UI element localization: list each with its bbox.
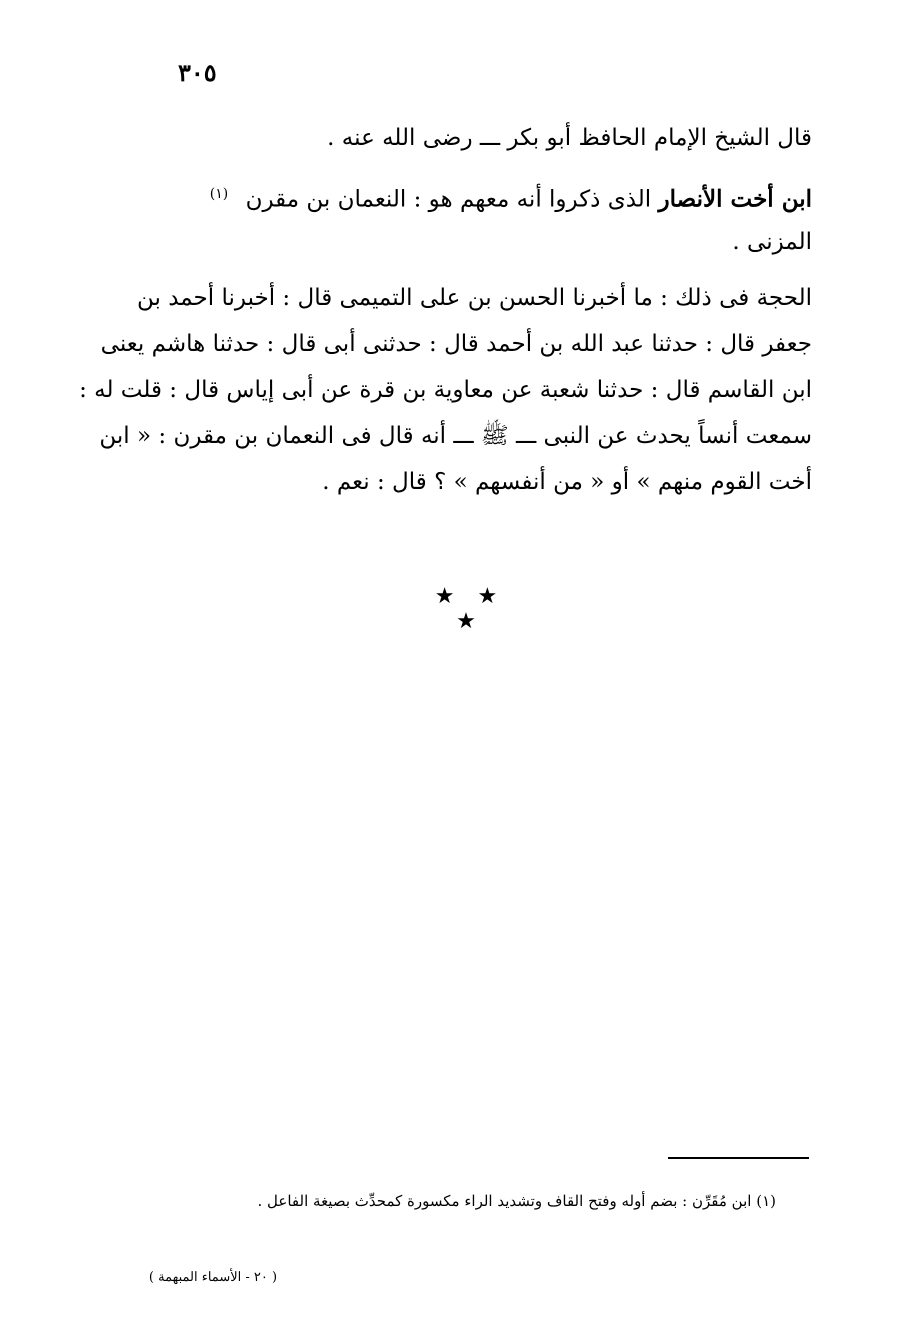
body-line-4: سمعت أنساً يحدث عن النبى ـــ ﷺ ـــ أنه قال فى النعمان بن مقرن : « ابن xyxy=(99,423,812,449)
page-number: ٣٠٥ xyxy=(178,58,217,87)
heading-line-rest: الذى ذكروا أنه معهم هو : النعمان بن مقرن xyxy=(245,186,652,213)
body-line-3: ابن القاسم قال : حدثنا شعبة عن معاوية بن قرة عن أبى إياس قال : قلت له : xyxy=(79,377,812,403)
intro-line: قال الشيخ الإمام الحافظ أبو بكر ـــ رضى الله عنه . xyxy=(327,125,812,151)
body-line-1: الحجة فى ذلك : ما أخبرنا الحسن بن على التميمى قال : أخبرنا أحمد بن xyxy=(136,285,812,311)
body-line-5: أخت القوم منهم » أو « من أنفسهم » ؟ قال : نعم . xyxy=(322,469,812,495)
section-heading: ابن أخت الأنصار xyxy=(658,185,812,213)
body-line-2: جعفر قال : حدثنا عبد الله بن أحمد قال : حدثنى أبى قال : حدثنا هاشم يعنى xyxy=(100,331,812,357)
heading-line xyxy=(132,174,812,220)
printer-signature: ( ٢٠ - الأسماء المبهمة ) xyxy=(148,1270,278,1285)
footnote-divider xyxy=(668,1157,809,1159)
section-separator: ★ ★ ★ xyxy=(434,584,506,634)
heading-line-continuation: المزنى . xyxy=(732,229,812,255)
footnote-marker: (١) xyxy=(209,186,229,202)
footnote-text: (١) ابن مُقَرِّن : بضم أوله وفتح القاف وتشديد الراء مكسورة كمحدِّث بصيغة الفاعل . xyxy=(257,1192,776,1210)
